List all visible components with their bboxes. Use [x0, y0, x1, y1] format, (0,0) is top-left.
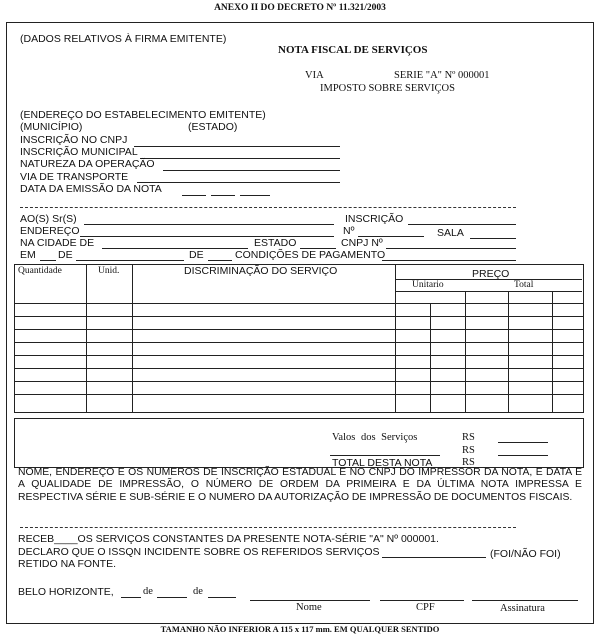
divider [20, 207, 516, 208]
total-label: TOTAL DESTA NOTA [332, 457, 433, 469]
size-note: TAMANHO NÃO INFERIOR A 115 x 117 mm. EM QUALQUER SENTIDO [160, 624, 440, 634]
inscricao-field[interactable] [408, 224, 516, 225]
emitter-estado: (ESTADO) [188, 121, 238, 133]
assinatura-field[interactable] [472, 600, 578, 601]
emissao-day-field[interactable] [182, 195, 206, 196]
issqn-field[interactable] [382, 557, 486, 558]
via-label: VIA [305, 70, 324, 81]
total-underline [330, 455, 440, 456]
city-label: BELO HORIZONTE, [18, 586, 114, 598]
em-day-field[interactable] [40, 260, 56, 261]
municipal-field[interactable] [140, 158, 340, 159]
services-table [14, 264, 584, 413]
servicos-label: Valos dos Serviços [332, 432, 418, 443]
cidade-label: NA CIDADE DE [20, 237, 95, 249]
emissao-label: DATA DA EMISSÃO DA NOTA [20, 183, 162, 195]
rs-1: RS [462, 432, 475, 443]
cpf-field[interactable] [380, 600, 464, 601]
emissao-month-field[interactable] [211, 195, 235, 196]
de-label-2: DE [189, 249, 204, 261]
receipt-line-1: RECEB____OS SERVIÇOS CONSTANTES DA PRESENTE NOTA-SÉRIE "A" Nº 000001. [18, 533, 439, 545]
natureza-field[interactable] [163, 170, 340, 171]
inscricao-label: INSCRIÇÃO [345, 213, 404, 225]
col-quantidade: Quantidade [18, 266, 62, 276]
col-total: Total [514, 280, 534, 290]
col-discriminacao: DISCRIMINAÇÃO DO SERVIÇO [184, 265, 338, 277]
condicoes-field[interactable] [382, 260, 516, 261]
col-unid: Unid. [98, 266, 120, 276]
de-label-1: DE [58, 249, 73, 261]
extra-value-field[interactable] [498, 455, 548, 456]
municipal-label: INSCRIÇÃO MUNICIPAL [20, 146, 138, 158]
cnpj-recipient-label: CNPJ Nº [341, 237, 383, 249]
emitter-address: (ENDEREÇO DO ESTABELECIMENTO EMITENTE) [20, 109, 266, 121]
servicos-value-field[interactable] [498, 442, 548, 443]
rs-3: RS [462, 457, 475, 468]
serie-number: SERIE "A" Nº 000001 [394, 70, 490, 81]
doc-title: NOTA FISCAL DE SERVIÇOS [278, 44, 428, 56]
em-label: EM [20, 249, 36, 261]
endereco-label: ENDEREÇO [20, 225, 80, 237]
totals-box [14, 418, 584, 468]
recipient-label: AO(S) Sr(S) [20, 213, 77, 225]
annex-title: ANEXO II DO DECRETO Nº 11.321/2003 [214, 3, 386, 13]
estado-label: ESTADO [254, 237, 297, 249]
firm-data-label: (DADOS RELATIVOS À FIRMA EMITENTE) [20, 33, 227, 45]
divider-2 [20, 527, 516, 528]
tax-label: IMPOSTO SOBRE SERVIÇOS [320, 83, 455, 94]
natureza-label: NATUREZA DA OPERAÇÃO [20, 158, 155, 170]
sign-de-2: de [193, 586, 203, 597]
assinatura-label: Assinatura [500, 603, 545, 614]
sign-de-1: de [143, 586, 153, 597]
numero-label: Nº [343, 225, 355, 237]
nome-label: Nome [296, 602, 322, 613]
cpf-label: CPF [416, 602, 435, 613]
nome-field[interactable] [250, 600, 370, 601]
sala-label: SALA [437, 227, 464, 239]
recipient-field[interactable] [84, 224, 334, 225]
condicoes-label: CONDIÇÕES DE PAGAMENTO [235, 249, 386, 261]
sign-year-field[interactable] [208, 597, 236, 598]
cnpj-recipient-field[interactable] [386, 248, 516, 249]
col-preco: PREÇO [472, 268, 510, 280]
transporte-field[interactable] [137, 182, 340, 183]
receipt-line-2: DECLARO QUE O ISSQN INCIDENTE SOBRE OS REFERIDOS SERVIÇOS [18, 546, 380, 558]
foi-nao-foi: (FOI/NÃO FOI) [490, 548, 561, 560]
sala-field[interactable] [470, 238, 516, 239]
cnpj-field[interactable] [134, 146, 340, 147]
sign-month-field[interactable] [157, 597, 187, 598]
em-year-field[interactable] [208, 260, 232, 261]
receipt-line-3: RETIDO NA FONTE. [18, 558, 117, 570]
em-month-field[interactable] [76, 260, 184, 261]
cidade-field[interactable] [102, 248, 248, 249]
emitter-municipio: (MUNICÍPIO) [20, 121, 83, 133]
emissao-year-field[interactable] [240, 195, 270, 196]
transporte-label: VIA DE TRANSPORTE [20, 171, 129, 183]
printer-note: NOME, ENDEREÇO E OS NUMEROS DE INSCRIÇÃO ESTADUAL E NO CNPJ DO IMPRESSOR DA NOTA, E DATA E A QUALIDADE DE IMPRESSÃO, O NÚMERO DE ORDEM DA PRIMEIRA E DA ÚLTIMA NOTA IMPRESSA E RESPECTIVA SÉRIE E SUB-SÉRIE E O NUMERO DA AUTORIZAÇÃO DE IMPRESSÃO DE DOCUMENTOS FISCAIS. [18, 467, 582, 503]
sign-day-field[interactable] [121, 597, 141, 598]
rs-2: RS [462, 445, 475, 456]
col-unitario: Unitario [412, 280, 444, 290]
cnpj-label: INSCRIÇÃO NO CNPJ [20, 134, 128, 146]
